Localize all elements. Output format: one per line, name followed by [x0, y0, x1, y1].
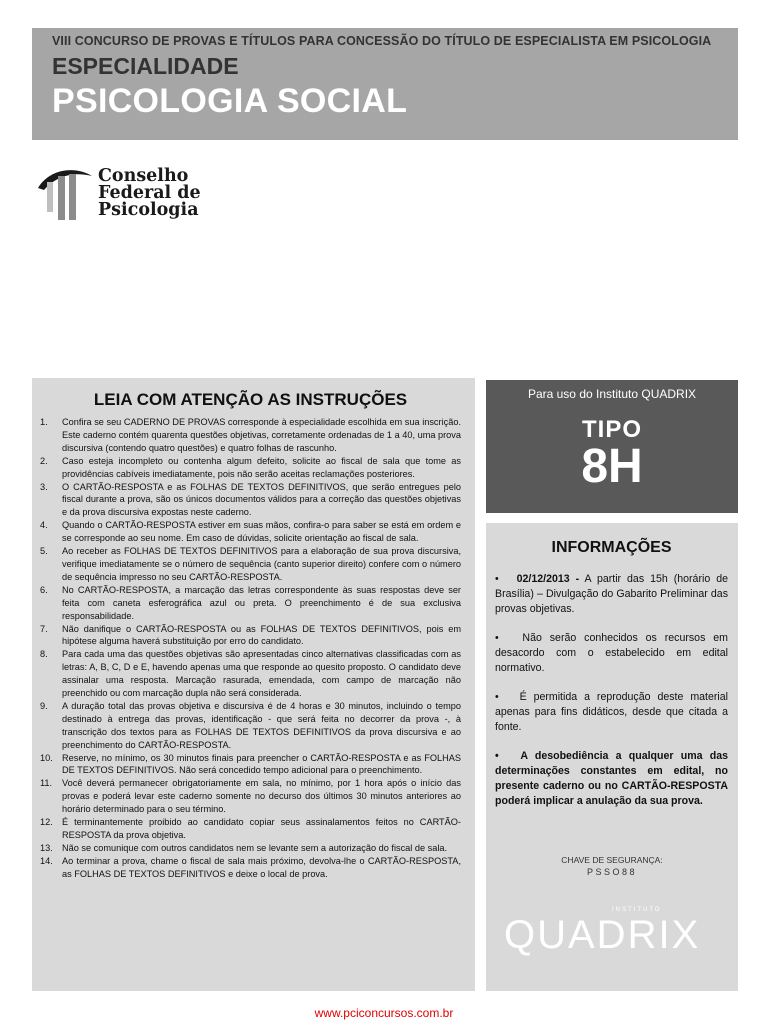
- info-item-1-text: A partir das 15h (horário de Brasília) – Divulgação do Gabarito Preliminar das provas objetivas.: [495, 573, 728, 615]
- instruction-item: [40, 752, 461, 778]
- instruction-item: [40, 777, 461, 816]
- instruction-number: 11.: [40, 778, 53, 789]
- quadrix-wordmark: QUADRIX: [504, 913, 701, 957]
- instruction-text: Confira se seu CADERNO DE PROVAS corresponde à especialidade escolhida em sua inscrição. Este caderno contém quarenta questões objetivas, corretamente ordenadas de 1 a 40, uma prova discursiva (contendo quatro questões) e quatro folhas de rascunho.: [62, 417, 461, 453]
- tipo-code: 8H: [581, 440, 643, 493]
- info-title: INFORMAÇÕES: [551, 539, 672, 556]
- bullet-icon: •: [495, 632, 499, 644]
- logo-line-1: Conselho: [98, 166, 189, 186]
- security-key-value: PSSO88: [586, 867, 638, 877]
- instruction-text: Não danifique o CARTÃO-RESPOSTA ou as FOLHAS DE TEXTOS DEFINITIVOS, pois em hipótese alguma haverá substituição por erro do candidato.: [62, 623, 461, 647]
- instruction-text: Reserve, no mínimo, os 30 minutos finais para preencher o CARTÃO-RESPOSTA e as FOLHAS DE TEXTOS DEFINITIVOS. Não será concedido tempo adicional para o preenchimento.: [62, 752, 461, 776]
- specialty-title: PSICOLOGIA SOCIAL: [52, 82, 408, 120]
- instruction-item: [40, 416, 461, 455]
- security-key-label: CHAVE DE SEGURANÇA:: [561, 855, 663, 865]
- instruction-item: [40, 623, 461, 649]
- bullet-icon: •: [495, 573, 499, 585]
- instruction-item: [40, 584, 461, 623]
- instruction-number: 12.: [40, 817, 53, 828]
- quadrix-logo: [504, 903, 724, 963]
- info-item-1: [495, 572, 728, 617]
- instruction-text: O CARTÃO-RESPOSTA e as FOLHAS DE TEXTOS DEFINITIVOS, que serão entregues pelo fiscal durante a prova, são os únicos documentos válidos para a correção das questões objetivas e da prova discursiva expostas neste caderno.: [62, 481, 461, 518]
- instruction-text: Para cada uma das questões objetivas são apresentadas cinco alternativas classificadas com as letras: A, B, C, D e E, havendo apenas uma que responde ao quesito proposto. O candidato deve assinalar uma resposta. Marcação rasurada, emendada, com campo de marcação não preenchido ou com marcação dupla não será considerada.: [62, 649, 461, 699]
- specialty-label: ESPECIALIDADE: [52, 53, 239, 79]
- instruction-number: 8.: [40, 649, 48, 660]
- instruction-text: Ao terminar a prova, chame o fiscal de sala mais próximo, devolva-lhe o CARTÃO-RESPOSTA, as FOLHAS DE TEXTOS DEFINITIVOS e deixe o local de prova.: [62, 855, 461, 879]
- instruction-item: [40, 481, 461, 520]
- instructions-list: [40, 416, 461, 881]
- instruction-number: 7.: [40, 623, 48, 634]
- tipo-box: [486, 380, 738, 513]
- instruction-number: 13.: [40, 842, 53, 853]
- cfp-logo: [36, 166, 236, 226]
- instruction-text: Não se comunique com outros candidatos nem se levante sem a autorização do fiscal de sala.: [62, 842, 448, 853]
- instruction-item: [40, 855, 461, 881]
- logo-line-3: Psicologia: [98, 200, 199, 220]
- instruction-text: Quando o CARTÃO-RESPOSTA estiver em suas mãos, confira-o para saber se está em ordem e se corresponde ao seu nome. Em caso de dúvidas, solicite orientação ao fiscal de sala.: [62, 520, 461, 544]
- instruction-number: 3.: [40, 481, 48, 492]
- instruction-item: [40, 519, 461, 545]
- bullet-icon: •: [495, 691, 499, 703]
- instruction-item: [40, 700, 461, 752]
- info-item-2: [495, 631, 728, 676]
- info-panel: [486, 523, 738, 991]
- info-item-2-text: Não serão conhecidos os recursos em desacordo com o estabelecido em edital normativo.: [495, 632, 728, 674]
- instruction-text: É terminantemente proibido ao candidato copiar seus assinalamentos feitos no CARTÃO-RESPOSTA da prova objetiva.: [62, 817, 461, 840]
- instruction-number: 9.: [40, 700, 48, 711]
- instruction-number: 10.: [40, 752, 53, 763]
- footer-url[interactable]: www.pciconcursos.com.br: [314, 1006, 454, 1020]
- header-banner: [32, 28, 738, 140]
- instructions-panel: [32, 378, 475, 991]
- instruction-number: 1.: [40, 417, 48, 427]
- contest-title: VIII CONCURSO DE PROVAS E TÍTULOS PARA CONCESSÃO DO TÍTULO DE ESPECIALISTA EM PSICOLOGIA: [52, 34, 712, 48]
- instruction-text: Ao receber as FOLHAS DE TEXTOS DEFINITIVOS para a elaboração de sua prova discursiva, verifique imediatamente se o número de sequência (canto superior direito) confere com o número de sequência impresso no seu CARTÃO-RESPOSTA.: [62, 546, 461, 582]
- instruction-item: [40, 648, 461, 700]
- instruction-text: A duração total das provas objetiva e discursiva é de 4 horas e 30 minutos, incluindo o tempo destinado à entrega das provas, identificação - que será feita no decorrer da prova -, à transcrição dos textos para as FOLHAS DE TEXTOS DEFINITIVOS da prova discursiva e ao preenchimento do CARTÃO-RESPOSTA.: [62, 700, 461, 750]
- cfp-logo-text: [98, 168, 201, 219]
- info-item-3-text: É permitida a reprodução deste material apenas para fins didáticos, desde que citada a fonte.: [495, 691, 728, 733]
- instruction-number: 4.: [40, 520, 48, 531]
- bullet-icon: •: [495, 750, 499, 762]
- instruction-item: [40, 842, 461, 855]
- logo-line-2: Federal de: [98, 183, 201, 203]
- instruction-item: [40, 816, 461, 842]
- instruction-number: 14.: [40, 855, 53, 866]
- instruction-number: 2.: [40, 455, 48, 466]
- instruction-text: Você deverá permanecer obrigatoriamente em sala, no mínimo, por 1 hora após o início das provas e poderá levar este caderno somente no decurso dos últimos 30 minutos anteriores ao horário determinado para o seu término.: [62, 778, 461, 815]
- instruction-text: No CARTÃO-RESPOSTA, a marcação das letras correspondente às suas respostas deve ser feita com caneta esferográfica azul ou preta. O preenchimento é de sua exclusiva responsabilidade.: [62, 584, 461, 621]
- tipo-label: TIPO: [581, 416, 642, 443]
- instruction-text: Caso esteja incompleto ou contenha algum defeito, solicite ao fiscal de sala que tome as providências cabíveis imediatamente, pois não serão aceitas reclamações posteriores.: [62, 455, 461, 479]
- info-item-4: [495, 749, 728, 809]
- instruction-number: 6.: [40, 584, 48, 595]
- psi-logo-icon: [36, 166, 96, 222]
- info-date: 02/12/2013 -: [516, 573, 580, 585]
- quadrix-instituto-label: INSTITUTO: [612, 907, 662, 913]
- security-key: [486, 855, 738, 877]
- institute-use-label: Para uso do Instituto QUADRIX: [527, 387, 697, 401]
- instruction-item: [40, 455, 461, 481]
- instruction-number: 5.: [40, 546, 48, 557]
- instruction-item: [40, 545, 461, 584]
- info-item-4-text: A desobediência a qualquer uma das determinações constantes em edital, no presente caderno ou no CARTÃO-RESPOSTA poderá implicar a anulação da sua prova.: [495, 750, 728, 807]
- instructions-title: LEIA COM ATENÇÃO AS INSTRUÇÕES: [93, 390, 408, 409]
- info-item-3: [495, 690, 728, 735]
